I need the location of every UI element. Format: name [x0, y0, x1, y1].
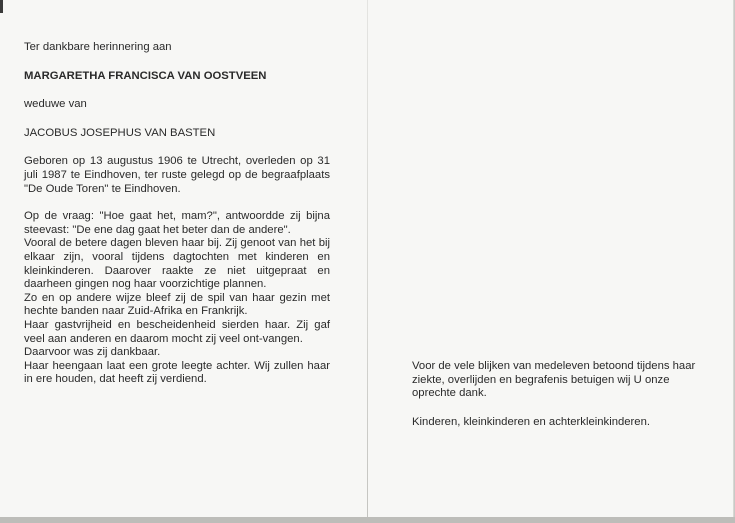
background-edge	[0, 517, 735, 523]
husband-name: JACOBUS JOSEPHUS VAN BASTEN	[24, 126, 216, 139]
intro-text: Ter dankbare herinnering aan	[24, 41, 172, 53]
body-line-grateful: Daarvoor was zij dankbaar.	[24, 346, 161, 359]
body-line-quote: Op de vraag: "Hoe gaat het, mam?", antwoordde zij bijna steevast: "De ene dag gaat het beter dan de andere".	[24, 210, 330, 236]
body-line-passing: Haar heengaan laat een grote leegte achter. Wij zullen haar in ere houden, dat heeft zij verdiend.	[24, 359, 330, 386]
thanks-text: Voor de vele blijken van medeleven betoond tijdens haar ziekte, overlijden en begrafenis betuigen wij U onze oprechte dank.	[412, 360, 696, 400]
deceased-name: MARGARETHA FRANCISCA VAN OOSTVEEN	[24, 69, 267, 82]
left-panel	[24, 41, 330, 387]
dates-paragraph: Geboren op 13 augustus 1906 te Utrecht, overleden op 31 juli 1987 te Eindhoven, ter ruste gelegd op de begraafplaats "De Oude Toren" te Eindhoven.	[24, 155, 330, 195]
memorial-body-text	[24, 210, 330, 387]
right-panel	[412, 360, 712, 429]
body-line-family: Zo en op andere wijze bleef zij de spil van haar gezin met hechte banden naar Zuid-Afrika en Frankrijk.	[24, 291, 330, 318]
widow-of-text: weduwe van	[24, 98, 87, 111]
corner-mark	[0, 0, 3, 13]
signature-text: Kinderen, kleinkinderen en achterkleinkinderen.	[412, 415, 651, 428]
body-line-better-days: Vooral de betere dagen bleven haar bij. Zij genoot van het bij elkaar zijn, vooral tijdens dagtochten met kinderen en kleinkinderen. Daarover raakte ze niet uitgepraat en daarheen gingen nog haar voorzichtige plannen.	[24, 237, 330, 291]
card-fold-line	[367, 0, 368, 517]
body-line-hospitality: Haar gastvrijheid en bescheidenheid sierden haar. Zij gaf veel aan anderen en daarom mocht zij veel ont-vangen.	[24, 318, 330, 345]
